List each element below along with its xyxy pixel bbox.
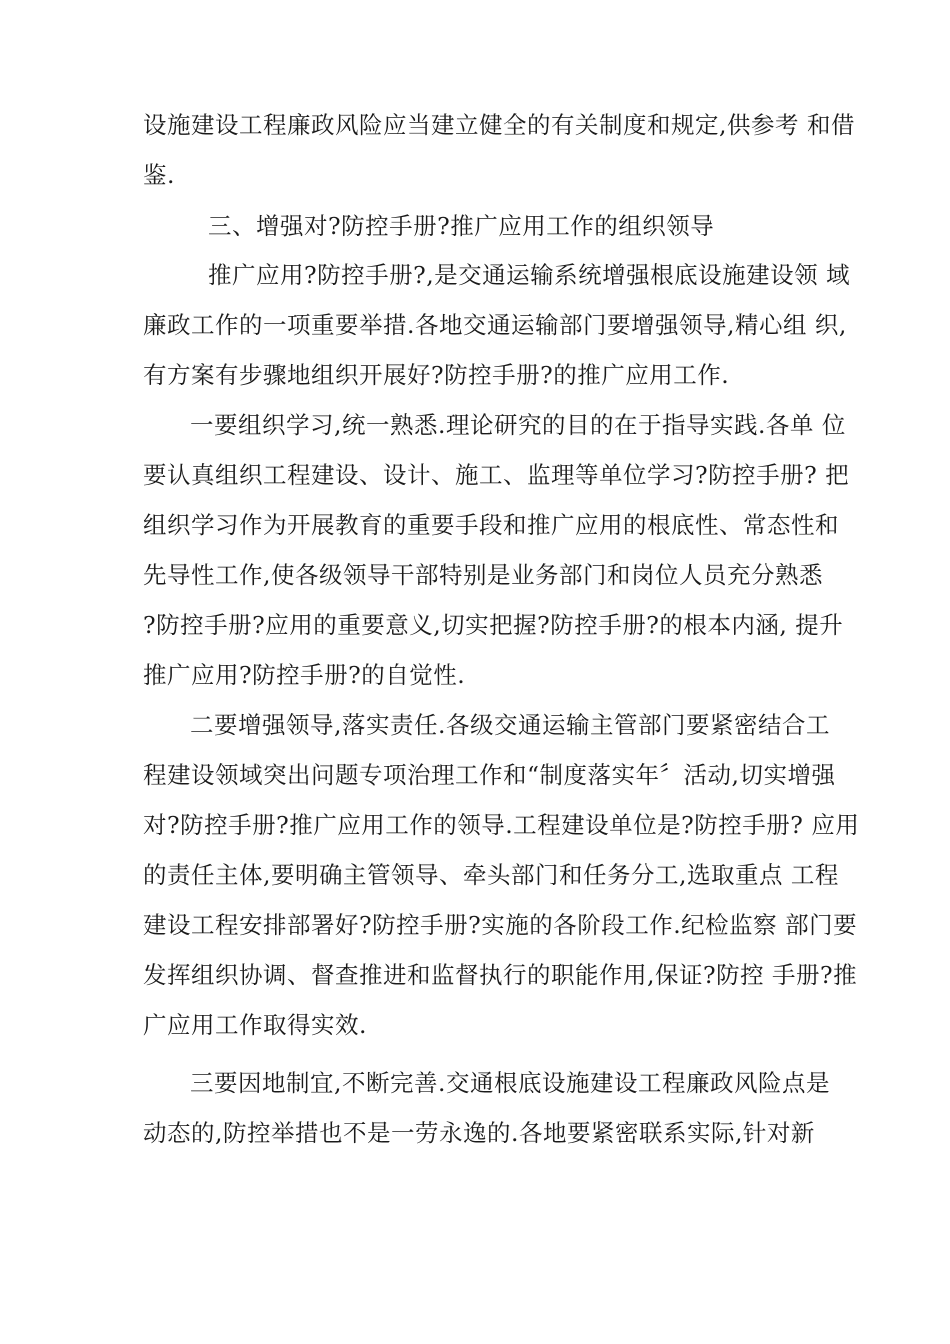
text-line: 先导性工作,使各级领导干部特别是业务部门和岗位人员充分熟悉 xyxy=(143,561,823,589)
text-line: 二要增强领导,落实责任.各级交通运输主管部门要紧密结合工 xyxy=(190,711,830,739)
text-line: 要认真组织工程建设、设计、施工、监理等单位学习?防控手册? 把 xyxy=(143,461,850,489)
text-line: 建设工程安排部署好?防控手册?实施的各阶段工作.纪检监察 部门要 xyxy=(143,911,858,939)
text-line: 设施建设工程廉政风险应当建立健全的有关制度和规定,供参考 和借 xyxy=(143,111,855,139)
text-line: 的责任主体,要明确主管领导、牵头部门和任务分工,选取重点 工程 xyxy=(143,861,839,889)
text-line: 一要组织学习,统一熟悉.理论研究的目的在于指导实践.各单 位 xyxy=(190,411,846,439)
section-heading: 三、增强对?防控手册?推广应用工作的组织领导 xyxy=(208,212,715,240)
text-line: 三要因地制宜,不断完善.交通根底设施建设工程廉政风险点是 xyxy=(190,1069,830,1097)
text-line: ?防控手册?应用的重要意义,切实把握?防控手册?的根本内涵, 提升 xyxy=(143,611,844,639)
text-line: 组织学习作为开展教育的重要手段和推广应用的根底性、常态性和 xyxy=(143,511,839,539)
text-line: 有方案有步骤地组织开展好?防控手册?的推广应用工作. xyxy=(143,361,730,389)
text-line: 对?防控手册?推广应用工作的领导.工程建设单位是?防控手册? 应用 xyxy=(143,811,860,839)
text-line: 程建设领域突出问题专项治理工作和“制度落实年〞活动,切实增强 xyxy=(143,761,836,789)
text-line: 动态的,防控举措也不是一劳永逸的.各地要紧密联系实际,针对新 xyxy=(143,1119,815,1147)
text-line: 鉴. xyxy=(143,161,175,189)
text-line: 廉政工作的一项重要举措.各地交通运输部门要增强领导,精心组 织, xyxy=(143,311,847,339)
text-line: 推广应用?防控手册?,是交通运输系统增强根底设施建设领 域 xyxy=(208,261,851,289)
text-line: 发挥组织协调、督查推进和监督执行的职能作用,保证?防控 手册?推 xyxy=(143,961,858,989)
text-line: 广应用工作取得实效. xyxy=(143,1011,367,1039)
text-line: 推广应用?防控手册?的自觉性. xyxy=(143,661,466,689)
